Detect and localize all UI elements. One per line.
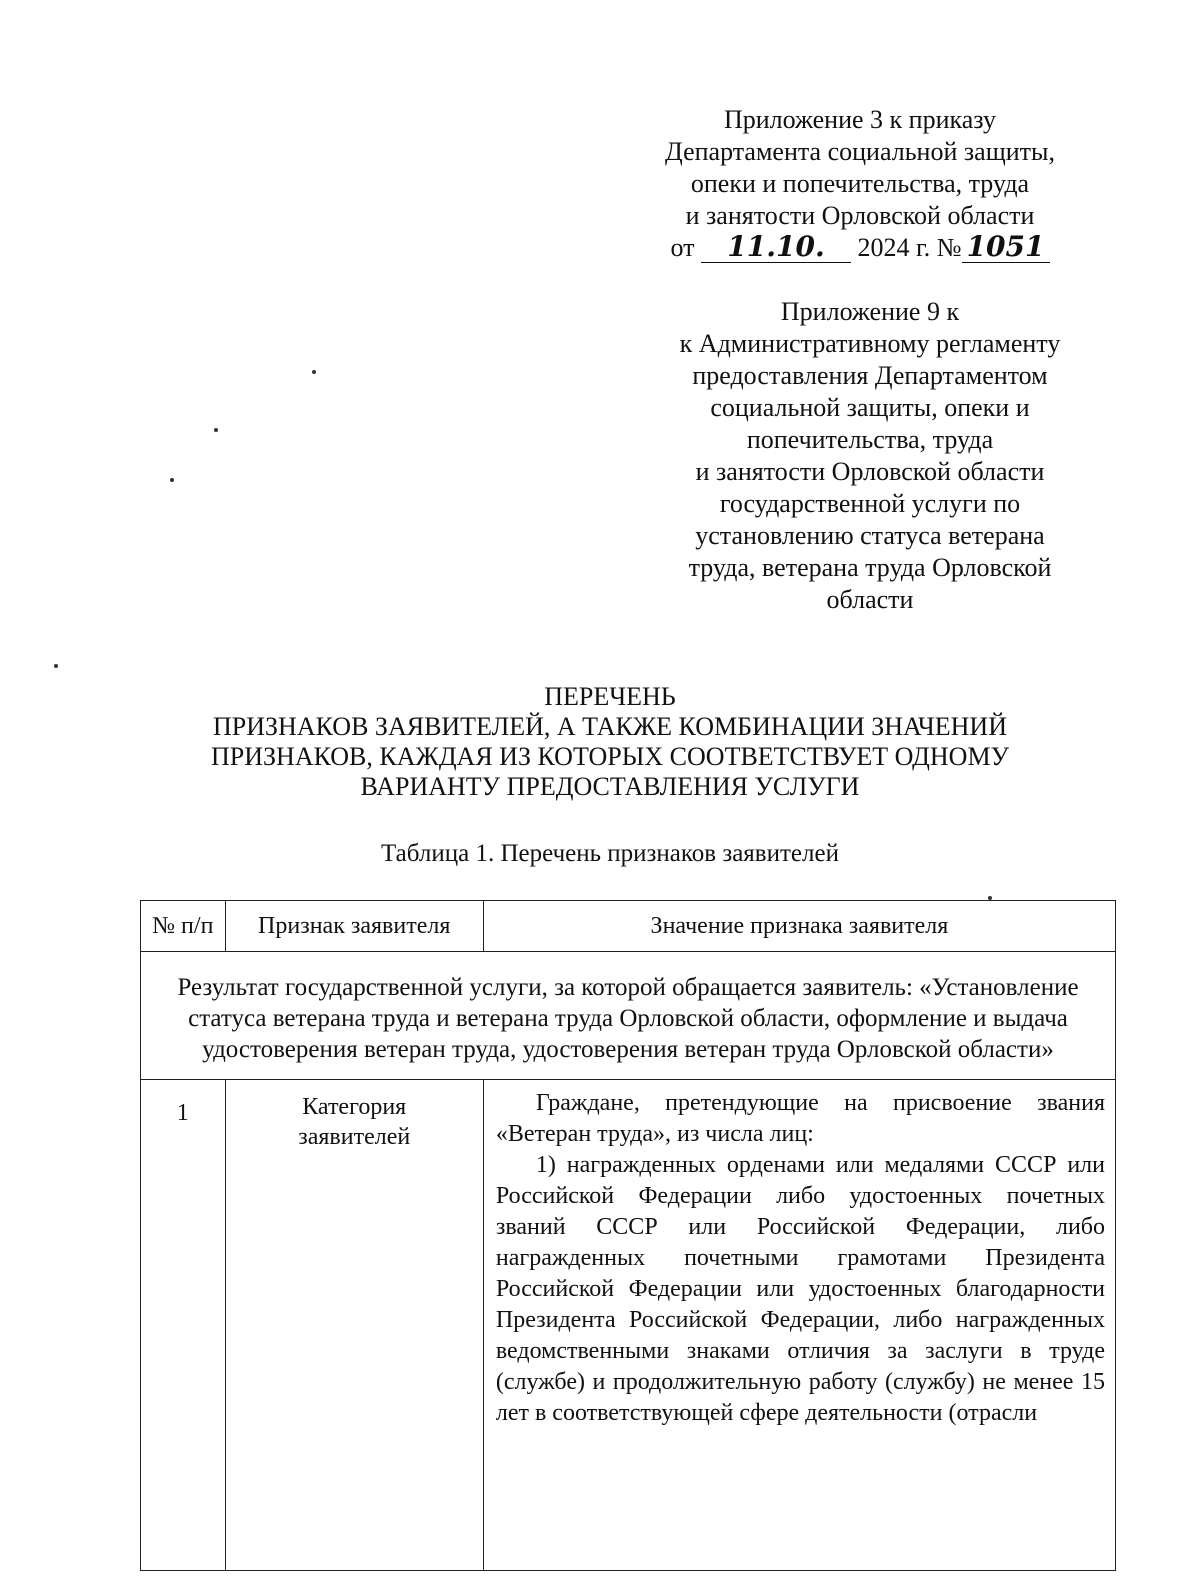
appendix-9-line: и занятости Орловской области — [695, 457, 1045, 486]
appendix-3-line-3: опеки и попечительства, труда — [690, 169, 1030, 198]
appendix-9-line: государственной услуги по — [719, 489, 1021, 518]
table-row — [141, 1080, 1116, 1571]
appendix-9-line: области — [826, 585, 914, 614]
table-result-row — [141, 952, 1116, 1080]
table-header-row — [141, 901, 1116, 952]
row-value-paragraph-1: Граждане, претендующие на присвоение звания «Ветеран труда», из числа лиц: — [495, 1090, 1105, 1147]
appendix-9-line: попечительства, труда — [746, 425, 994, 454]
scan-speck — [988, 896, 992, 900]
title-line-4: ВАРИАНТУ ПРЕДОСТАВЛЕНИЯ УСЛУГИ — [360, 772, 860, 801]
scan-speck — [214, 428, 218, 432]
appendix-9-line: Приложение 9 к — [780, 297, 960, 326]
order-date-line — [630, 232, 1090, 264]
header-attribute: Признак заявителя — [225, 901, 483, 952]
scan-speck — [312, 370, 316, 374]
scan-speck — [170, 478, 174, 482]
title-line-2: ПРИЗНАКОВ ЗАЯВИТЕЛЕЙ, А ТАКЖЕ КОМБИНАЦИИ ЗНАЧЕНИЙ — [213, 712, 1007, 741]
service-result-cell: Результат государственной услуги, за которой обращается заявитель: «Установление статуса ветерана труда и ветерана труда Орловской области, оформление и выдача удостоверения ветеран труда, удостоверения ветеран труда Орловской области» — [141, 952, 1116, 1080]
appendix-3-line-2: Департамента социальной защиты, — [665, 137, 1055, 166]
header-value: Значение признака заявителя — [483, 901, 1115, 952]
appendix-9-header — [640, 296, 1100, 616]
date-year: 2024 г. № — [857, 233, 962, 262]
row-attribute: Категория заявителей — [225, 1080, 483, 1571]
scan-speck — [54, 664, 58, 668]
appendix-3-line-1: Приложение 3 к приказу — [723, 105, 996, 134]
appendix-9-line: к Административному регламенту — [679, 329, 1061, 358]
appendix-9-line: установлению статуса ветерана — [695, 521, 1045, 550]
header-number: № п/п — [141, 901, 226, 952]
appendix-9-line: предоставления Департаментом — [692, 361, 1048, 390]
title-line-3: ПРИЗНАКОВ, КАЖДАЯ ИЗ КОТОРЫХ СООТВЕТСТВУЕТ ОДНОМУ — [211, 742, 1009, 771]
row-value — [483, 1080, 1115, 1571]
row-value-paragraph-2: 1) награжденных орденами или медалями СССР или Российской Федерации либо удостоенных почетных званий СССР или Российской Федерации, либо награжденных почетными грамотами Президента Российской Федерации или удостоенных благодарности Президента Российской Федерации, либо награжденных ведомственными знаками отличия за заслуги в труде (службе) и продолжительную работу (службу) не менее 15 лет в соответствующей сфере деятельности (отрасли — [495, 1152, 1105, 1426]
appendix-9-line: труда, ветерана труда Орловской — [688, 553, 1052, 582]
document-title — [150, 682, 1070, 802]
handwritten-order-number: 1051 — [962, 232, 1050, 263]
handwritten-date: 11.10. — [701, 232, 851, 263]
title-line-1: ПЕРЕЧЕНЬ — [544, 682, 676, 711]
appendix-3-header — [630, 104, 1090, 264]
applicant-attributes-table — [140, 900, 1116, 1571]
appendix-9-line: социальной защиты, опеки и — [710, 393, 1030, 422]
appendix-3-line-4: и занятости Орловской области — [685, 201, 1035, 230]
table-caption: Таблица 1. Перечень признаков заявителей — [381, 840, 839, 867]
date-prefix: от — [670, 233, 695, 262]
row-number: 1 — [141, 1080, 226, 1571]
